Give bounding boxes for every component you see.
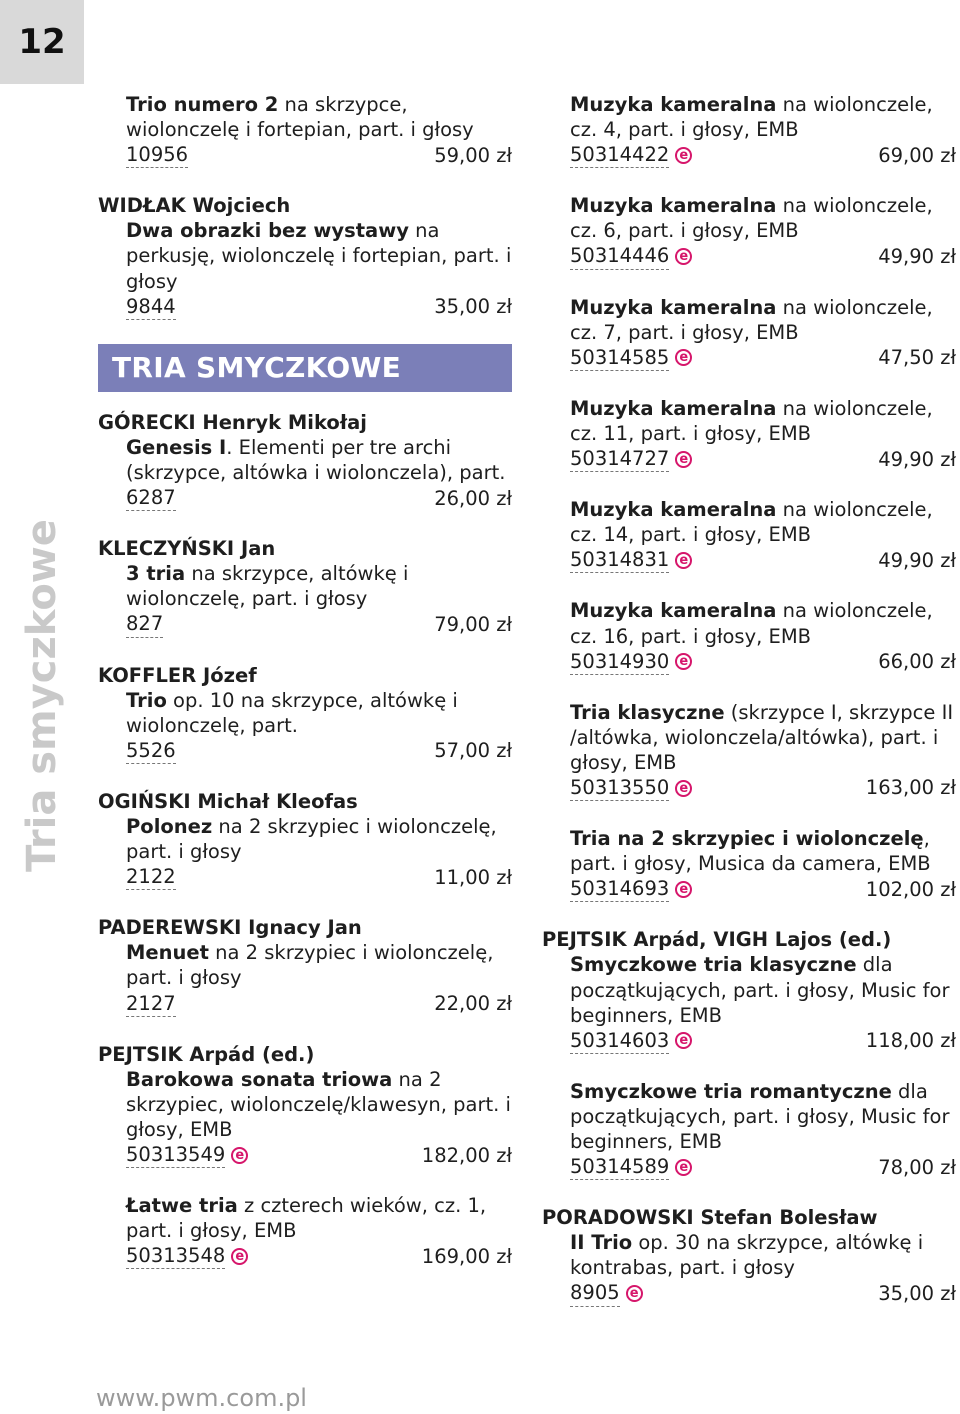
- spacer: [542, 472, 956, 497]
- catalog-code[interactable]: 50314693: [570, 876, 669, 902]
- code-price-row: [570, 1154, 956, 1180]
- catalog-entry: [570, 826, 956, 902]
- catalog-code[interactable]: 50313550: [570, 775, 669, 801]
- catalog-entry: [126, 940, 512, 1016]
- entry-title: Muzyka kameralna: [570, 396, 777, 420]
- entry-text: [570, 1079, 956, 1154]
- code-price-row: [126, 738, 512, 764]
- catalog-code[interactable]: 50314589: [570, 1154, 669, 1180]
- price: 49,90 zł: [878, 447, 956, 471]
- author-name: GÓRECKI Henryk Mikołaj: [98, 410, 367, 434]
- entry-title: Muzyka kameralna: [570, 295, 777, 319]
- code-wrap: [570, 1028, 692, 1054]
- entry-title: Smyczkowe tria romantyczne: [570, 1079, 892, 1103]
- entry-description: na wiolonczele, cz. 6, part. i głosy, EMB: [570, 194, 933, 243]
- author-name: OGIŃSKI Michał Kleofas: [98, 789, 358, 813]
- entry-title: Genesis I: [126, 435, 227, 459]
- entry-description: na wiolonczele, cz. 4, part. i głosy, EMB: [570, 93, 933, 142]
- author-group: [98, 915, 512, 1016]
- code-price-row: [126, 864, 512, 890]
- author-name: PORADOWSKI Stefan Bolesław: [542, 1206, 878, 1230]
- catalog-code[interactable]: 50313548: [126, 1243, 225, 1269]
- code-price-row: [570, 1028, 956, 1054]
- price: 182,00 zł: [421, 1143, 512, 1167]
- spacer: [98, 168, 512, 193]
- code-price-row: [570, 547, 956, 573]
- code-wrap: [570, 649, 692, 675]
- entry-title: Tria klasyczne: [570, 700, 725, 724]
- catalog-entry: [570, 700, 956, 801]
- ebook-icon: e: [675, 653, 692, 670]
- entry-title: Muzyka kameralna: [570, 599, 777, 623]
- catalog-entry: [126, 218, 512, 319]
- code-price-row: [570, 446, 956, 472]
- entry-title: Muzyka kameralna: [570, 498, 777, 522]
- code-price-row: [570, 649, 956, 675]
- author-group: [98, 789, 512, 890]
- entry-title: Polonez: [126, 814, 213, 838]
- entry-text: [126, 940, 512, 990]
- catalog-entry: [570, 396, 956, 472]
- footer-url[interactable]: www.pwm.com.pl: [96, 1384, 307, 1412]
- code-price-row: [570, 1280, 956, 1306]
- catalog-entry: [126, 92, 512, 168]
- entry-description: na 2 skrzypiec i wiolonczelę, part. i głosy: [126, 941, 494, 990]
- spacer: [542, 1054, 956, 1079]
- catalog-code[interactable]: 827: [126, 611, 163, 637]
- catalog-entry: [126, 1067, 512, 1168]
- spacer: [98, 1168, 512, 1193]
- price: 69,00 zł: [878, 143, 956, 167]
- ebook-icon: e: [626, 1285, 643, 1302]
- catalog-code[interactable]: 50314603: [570, 1028, 669, 1054]
- code-wrap: [126, 1243, 248, 1269]
- author-group: [542, 1205, 956, 1306]
- left-top-entries: [98, 92, 512, 193]
- entry-description: na wiolonczele, cz. 7, part. i głosy, EMB: [570, 295, 933, 344]
- code-price-row: [570, 243, 956, 269]
- entry-text: [570, 396, 956, 446]
- spacer: [98, 511, 512, 536]
- catalog-code[interactable]: 5526: [126, 738, 176, 764]
- price: 11,00 zł: [434, 865, 512, 889]
- code-price-row: [126, 1243, 512, 1269]
- catalog-code[interactable]: 50314930: [570, 649, 669, 675]
- left-column: [98, 92, 512, 1269]
- ebook-icon: e: [231, 1147, 248, 1164]
- catalog-code[interactable]: 10956: [126, 142, 188, 168]
- catalog-entry: [126, 561, 512, 637]
- entry-description: z czterech wieków, cz. 1, part. i głosy, EMB: [126, 1194, 487, 1243]
- author-name: PEJTSIK Arpád, VIGH Lajos (ed.): [542, 928, 892, 952]
- entry-title: Dwa obrazki bez wystawy: [126, 219, 409, 243]
- author-name: KLECZYŃSKI Jan: [98, 537, 276, 561]
- ebook-icon: e: [675, 1159, 692, 1176]
- entry-text: [570, 826, 956, 876]
- code-wrap: [570, 876, 692, 902]
- catalog-entry: [570, 1079, 956, 1180]
- code-wrap: [126, 485, 176, 511]
- entry-text: [126, 688, 512, 738]
- code-wrap: [126, 142, 188, 168]
- author-group: [98, 410, 512, 511]
- author-name: PADEREWSKI Ignacy Jan: [98, 916, 362, 940]
- catalog-code[interactable]: 2127: [126, 991, 176, 1017]
- spacer: [542, 1180, 956, 1205]
- entry-text: [570, 92, 956, 142]
- price: 57,00 zł: [434, 739, 512, 763]
- code-wrap: [570, 1154, 692, 1180]
- entry-description: op. 30 na skrzypce, altówkę i kontrabas, part. i głosy: [570, 1231, 924, 1280]
- entry-title: II Trio: [570, 1231, 633, 1255]
- author-name: PEJTSIK Arpád (ed.): [98, 1042, 315, 1066]
- catalog-entry: [126, 688, 512, 764]
- code-price-row: [126, 991, 512, 1017]
- catalog-code[interactable]: 2122: [126, 864, 176, 890]
- catalog-code[interactable]: 8905: [570, 1280, 620, 1306]
- price: 26,00 zł: [434, 486, 512, 510]
- code-price-row: [570, 775, 956, 801]
- ebook-icon: e: [675, 349, 692, 366]
- ebook-icon: e: [675, 1032, 692, 1049]
- entry-text: [126, 561, 512, 611]
- entry-title: Muzyka kameralna: [570, 194, 777, 218]
- spacer: [98, 890, 512, 915]
- code-wrap: [570, 775, 692, 801]
- entry-title: Tria na 2 skrzypiec i wiolonczelę: [570, 827, 924, 851]
- entry-description: na 2 skrzypiec i wiolonczelę, part. i głosy: [126, 814, 497, 864]
- side-section-label: Tria smyczkowe: [19, 519, 65, 872]
- entry-text: [570, 700, 956, 775]
- spacer: [98, 764, 512, 789]
- author-group: [542, 927, 956, 1180]
- left-authors-after-section: [98, 410, 512, 1270]
- entry-description: . Elementi per tre archi (skrzypce, altówka i wiolonczela), part.: [126, 435, 506, 484]
- code-wrap: [570, 142, 692, 168]
- right-column: [542, 92, 956, 1307]
- code-price-row: [126, 142, 512, 168]
- code-price-row: [126, 485, 512, 511]
- code-wrap: [126, 864, 176, 890]
- ebook-icon: e: [675, 881, 692, 898]
- author-group: [98, 663, 512, 764]
- entry-description: na skrzypce, altówkę i wiolonczelę, part. i głosy: [126, 562, 409, 611]
- code-wrap: [126, 611, 163, 637]
- code-price-row: [126, 611, 512, 637]
- entry-text: [126, 218, 512, 293]
- entry-title: Menuet: [126, 941, 209, 965]
- author-group: [98, 536, 512, 637]
- entry-text: [570, 952, 956, 1027]
- entry-description: na wiolonczele, cz. 11, part. i głosy, EMB: [570, 396, 933, 445]
- page-number: 12: [0, 0, 84, 84]
- spacer: [542, 675, 956, 700]
- code-wrap: [570, 1280, 643, 1306]
- entry-description: na wiolonczele, cz. 16, part. i głosy, EMB: [570, 599, 933, 648]
- entry-text: [126, 814, 512, 864]
- spacer: [542, 168, 956, 193]
- entry-description: na 2 skrzypiec, wiolonczelę/klawesyn, part. i głosy, EMB: [126, 1067, 511, 1141]
- section-header: TRIA SMYCZKOWE: [98, 344, 512, 392]
- catalog-entry: [570, 295, 956, 371]
- catalog-entry: [570, 92, 956, 168]
- entry-text: [126, 1067, 512, 1142]
- price: 49,90 zł: [878, 548, 956, 572]
- price: 35,00 zł: [878, 1281, 956, 1305]
- catalog-entry: [570, 193, 956, 269]
- spacer: [542, 371, 956, 396]
- code-wrap: [570, 547, 692, 573]
- entry-text: [126, 92, 512, 142]
- catalog-code[interactable]: 50314585: [570, 345, 669, 371]
- code-price-row: [126, 1142, 512, 1168]
- code-price-row: [570, 345, 956, 371]
- ebook-icon: e: [675, 552, 692, 569]
- author-group: [98, 193, 512, 319]
- entry-text: [126, 435, 512, 485]
- code-wrap: [570, 243, 692, 269]
- price: 78,00 zł: [878, 1155, 956, 1179]
- entry-description: dla początkujących, part. i głosy, Music for beginners, EMB: [570, 1079, 950, 1153]
- spacer: [542, 902, 956, 927]
- price: 66,00 zł: [878, 650, 956, 674]
- catalog-code[interactable]: 50314831: [570, 547, 669, 573]
- entry-text: [570, 193, 956, 243]
- ebook-icon: e: [675, 451, 692, 468]
- entry-description: op. 10 na skrzypce, altówkę i wiolonczelę, part.: [126, 688, 458, 737]
- right-top-entries: [542, 92, 956, 927]
- spacer: [98, 1017, 512, 1042]
- spacer: [542, 573, 956, 598]
- author-name: KOFFLER Józef: [98, 663, 257, 687]
- ebook-icon: e: [675, 248, 692, 265]
- catalog-entry: [126, 435, 512, 511]
- entry-title: Smyczkowe tria klasyczne: [570, 953, 857, 977]
- spacer: [98, 638, 512, 663]
- price: 22,00 zł: [434, 992, 512, 1016]
- ebook-icon: e: [231, 1248, 248, 1265]
- catalog-entry: [126, 814, 512, 890]
- price: 118,00 zł: [865, 1029, 956, 1053]
- entry-description: na wiolonczele, cz. 14, part. i głosy, EMB: [570, 498, 933, 547]
- code-wrap: [126, 991, 176, 1017]
- right-authors: [542, 927, 956, 1306]
- entry-title: 3 tria: [126, 562, 186, 586]
- catalog-entry: [570, 1230, 956, 1306]
- catalog-code[interactable]: 9844: [126, 294, 176, 320]
- entry-title: Łatwe tria: [126, 1194, 238, 1218]
- author-group: [98, 1042, 512, 1270]
- entry-text: [126, 1193, 512, 1243]
- price: 35,00 zł: [434, 295, 512, 319]
- price: 49,90 zł: [878, 244, 956, 268]
- entry-text: [570, 598, 956, 648]
- price: 47,50 zł: [878, 346, 956, 370]
- entry-description: na skrzypce, wiolonczelę i fortepian, part. i głosy: [126, 93, 474, 142]
- entry-description: na perkusję, wiolonczelę i fortepian, part. i głosy: [126, 219, 512, 293]
- left-authors-before-section: [98, 193, 512, 319]
- entry-description: dla początkujących, part. i głosy, Music for beginners, EMB: [570, 953, 950, 1027]
- catalog-entry: [126, 1193, 512, 1269]
- price: 59,00 zł: [434, 143, 512, 167]
- spacer: [542, 270, 956, 295]
- entry-text: [570, 1230, 956, 1280]
- author-name: WIDŁAK Wojciech: [98, 194, 291, 218]
- spacer: [542, 801, 956, 826]
- code-wrap: [126, 294, 176, 320]
- entry-description: (skrzypce I, skrzypce II /altówka, wiolonczela/altówka), part. i głosy, EMB: [570, 700, 954, 774]
- catalog-entry: [570, 497, 956, 573]
- price: 79,00 zł: [434, 612, 512, 636]
- entry-description: , part. i głosy, Musica da camera, EMB: [570, 827, 931, 876]
- code-price-row: [570, 142, 956, 168]
- price: 169,00 zł: [421, 1244, 512, 1268]
- code-price-row: [570, 876, 956, 902]
- entry-title: Barokowa sonata triowa: [126, 1067, 393, 1091]
- code-price-row: [126, 294, 512, 320]
- ebook-icon: e: [675, 147, 692, 164]
- catalog-code[interactable]: 6287: [126, 485, 176, 511]
- price: 102,00 zł: [865, 877, 956, 901]
- catalog-code[interactable]: 50314727: [570, 446, 669, 472]
- price: 163,00 zł: [865, 776, 956, 800]
- code-wrap: [126, 1142, 248, 1168]
- code-wrap: [570, 345, 692, 371]
- entry-title: Muzyka kameralna: [570, 93, 777, 116]
- code-wrap: [570, 446, 692, 472]
- catalog-code[interactable]: 50314422: [570, 142, 669, 168]
- entry-text: [570, 497, 956, 547]
- ebook-icon: e: [675, 780, 692, 797]
- entry-title: Trio: [126, 688, 167, 712]
- catalog-entry: [570, 598, 956, 674]
- catalog-code[interactable]: 50314446: [570, 243, 669, 269]
- entry-text: [570, 295, 956, 345]
- code-wrap: [126, 738, 176, 764]
- entry-title: Trio numero 2: [126, 93, 279, 116]
- catalog-code[interactable]: 50313549: [126, 1142, 225, 1168]
- catalog-entry: [570, 952, 956, 1053]
